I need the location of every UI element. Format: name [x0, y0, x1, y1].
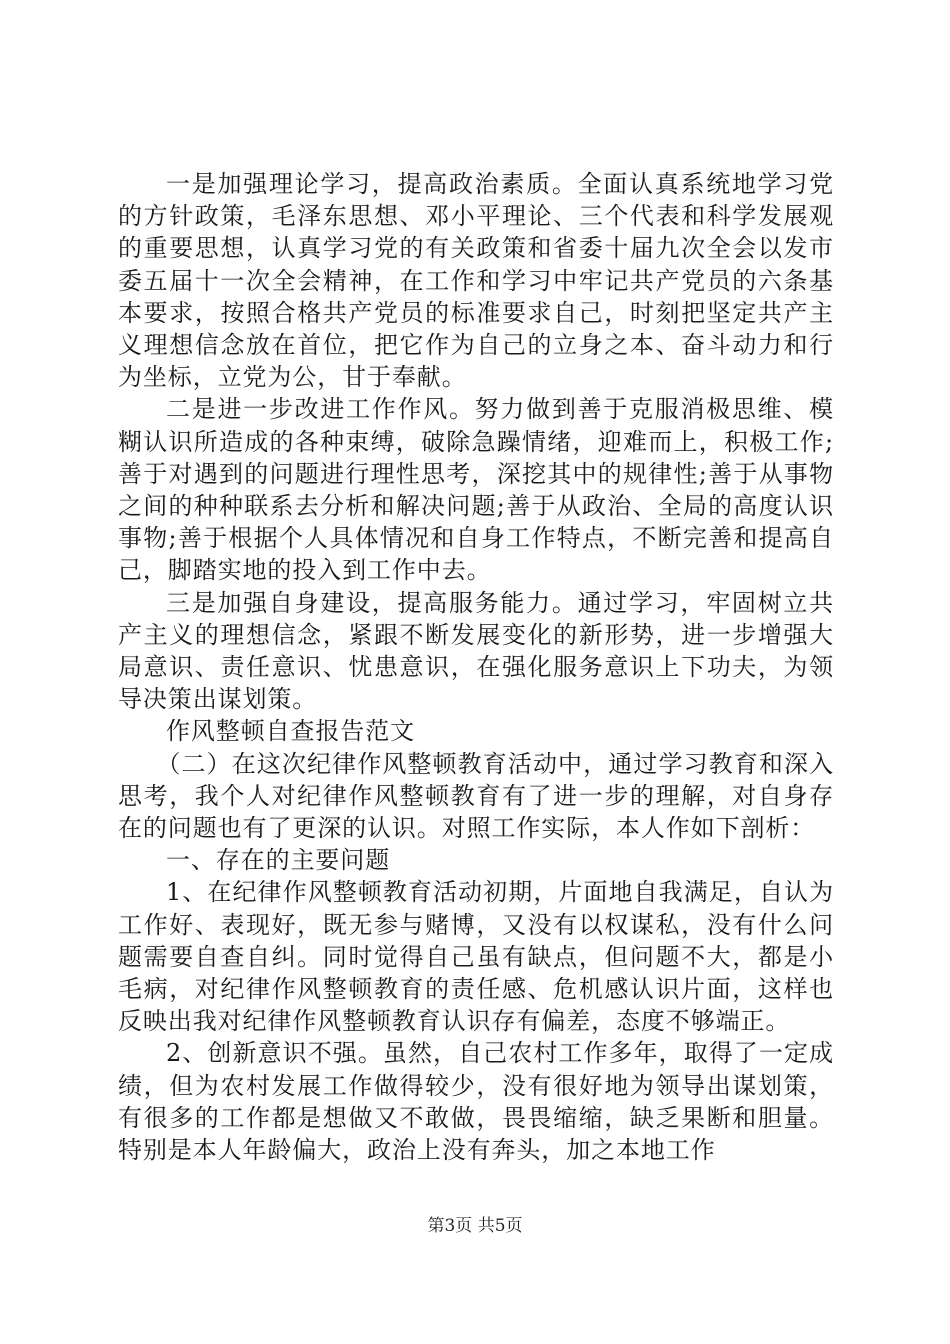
paragraph-theory-study: 一是加强理论学习，提高政治素质。全面认真系统地学习党的方针政策，毛泽东思想、邓小平理论、三个代表和科学发展观的重要思想，认真学习党的有关政策和省委十届九次全会以发市委五届十一次全会精神，在工作和学习中牢记共产党员的六条基本要求，按照合格共产党员的标准要求自己，时刻把坚定共产主义理想信念放在首位，把它作为自己的立身之本、奋斗动力和行为坐标，立党为公，甘于奉献。 [118, 170, 834, 392]
page-number-footer: 第3页 共5页 [427, 1216, 523, 1236]
section-heading-report-sample: 作风整顿自查报告范文 [166, 717, 415, 746]
paragraph-work-style: 二是进一步改进工作作风。努力做到善于克服消极思维、模糊认识所造成的各种束缚，破除急躁情绪，迎难而上，积极工作;善于对遇到的问题进行理性思考，深挖其中的规律性;善于从事物之间的种种联系去分析和解决问题;善于从政治、全局的高度认识事物;善于根据个人具体情况和自身工作特点，不断完善和提高自己，脚踏实地的投入到工作中去。 [118, 395, 834, 585]
paragraph-problem-1: 1、在纪律作风整顿教育活动初期，片面地自我满足，自认为工作好、表现好，既无参与赌博，又没有以权谋私，没有什么问题需要自查自纠。同时觉得自己虽有缺点，但问题不大，都是小毛病，对纪律作风整顿教育的责任感、危机感认识片面，这样也反映出我对纪律作风整顿教育认识存有偏差，态度不够端正。 [118, 878, 834, 1036]
paragraph-self-building: 三是加强自身建设，提高服务能力。通过学习，牢固树立共产主义的理想信念，紧跟不断发展变化的新形势，进一步增强大局意识、责任意识、忧患意识，在强化服务意识上下功夫，为领导决策出谋划策。 [118, 588, 834, 714]
paragraph-problem-2: 2、创新意识不强。虽然，自己农村工作多年，取得了一定成绩，但为农村发展工作做得较少，没有很好地为领导出谋划策，有很多的工作都是想做又不敢做，畏畏缩缩，缺乏果断和胆量。特别是本人年龄偏大，政治上没有奔头，加之本地工作 [118, 1039, 834, 1165]
section-heading-main-problems: 一、存在的主要问题 [166, 846, 391, 875]
paragraph-part-two-intro: （二）在这次纪律作风整顿教育活动中，通过学习教育和深入思考，我个人对纪律作风整顿教育有了进一步的理解，对自身存在的问题也有了更深的认识。对照工作实际，本人作如下剖析： [118, 749, 834, 843]
document-body [118, 168, 834, 1166]
